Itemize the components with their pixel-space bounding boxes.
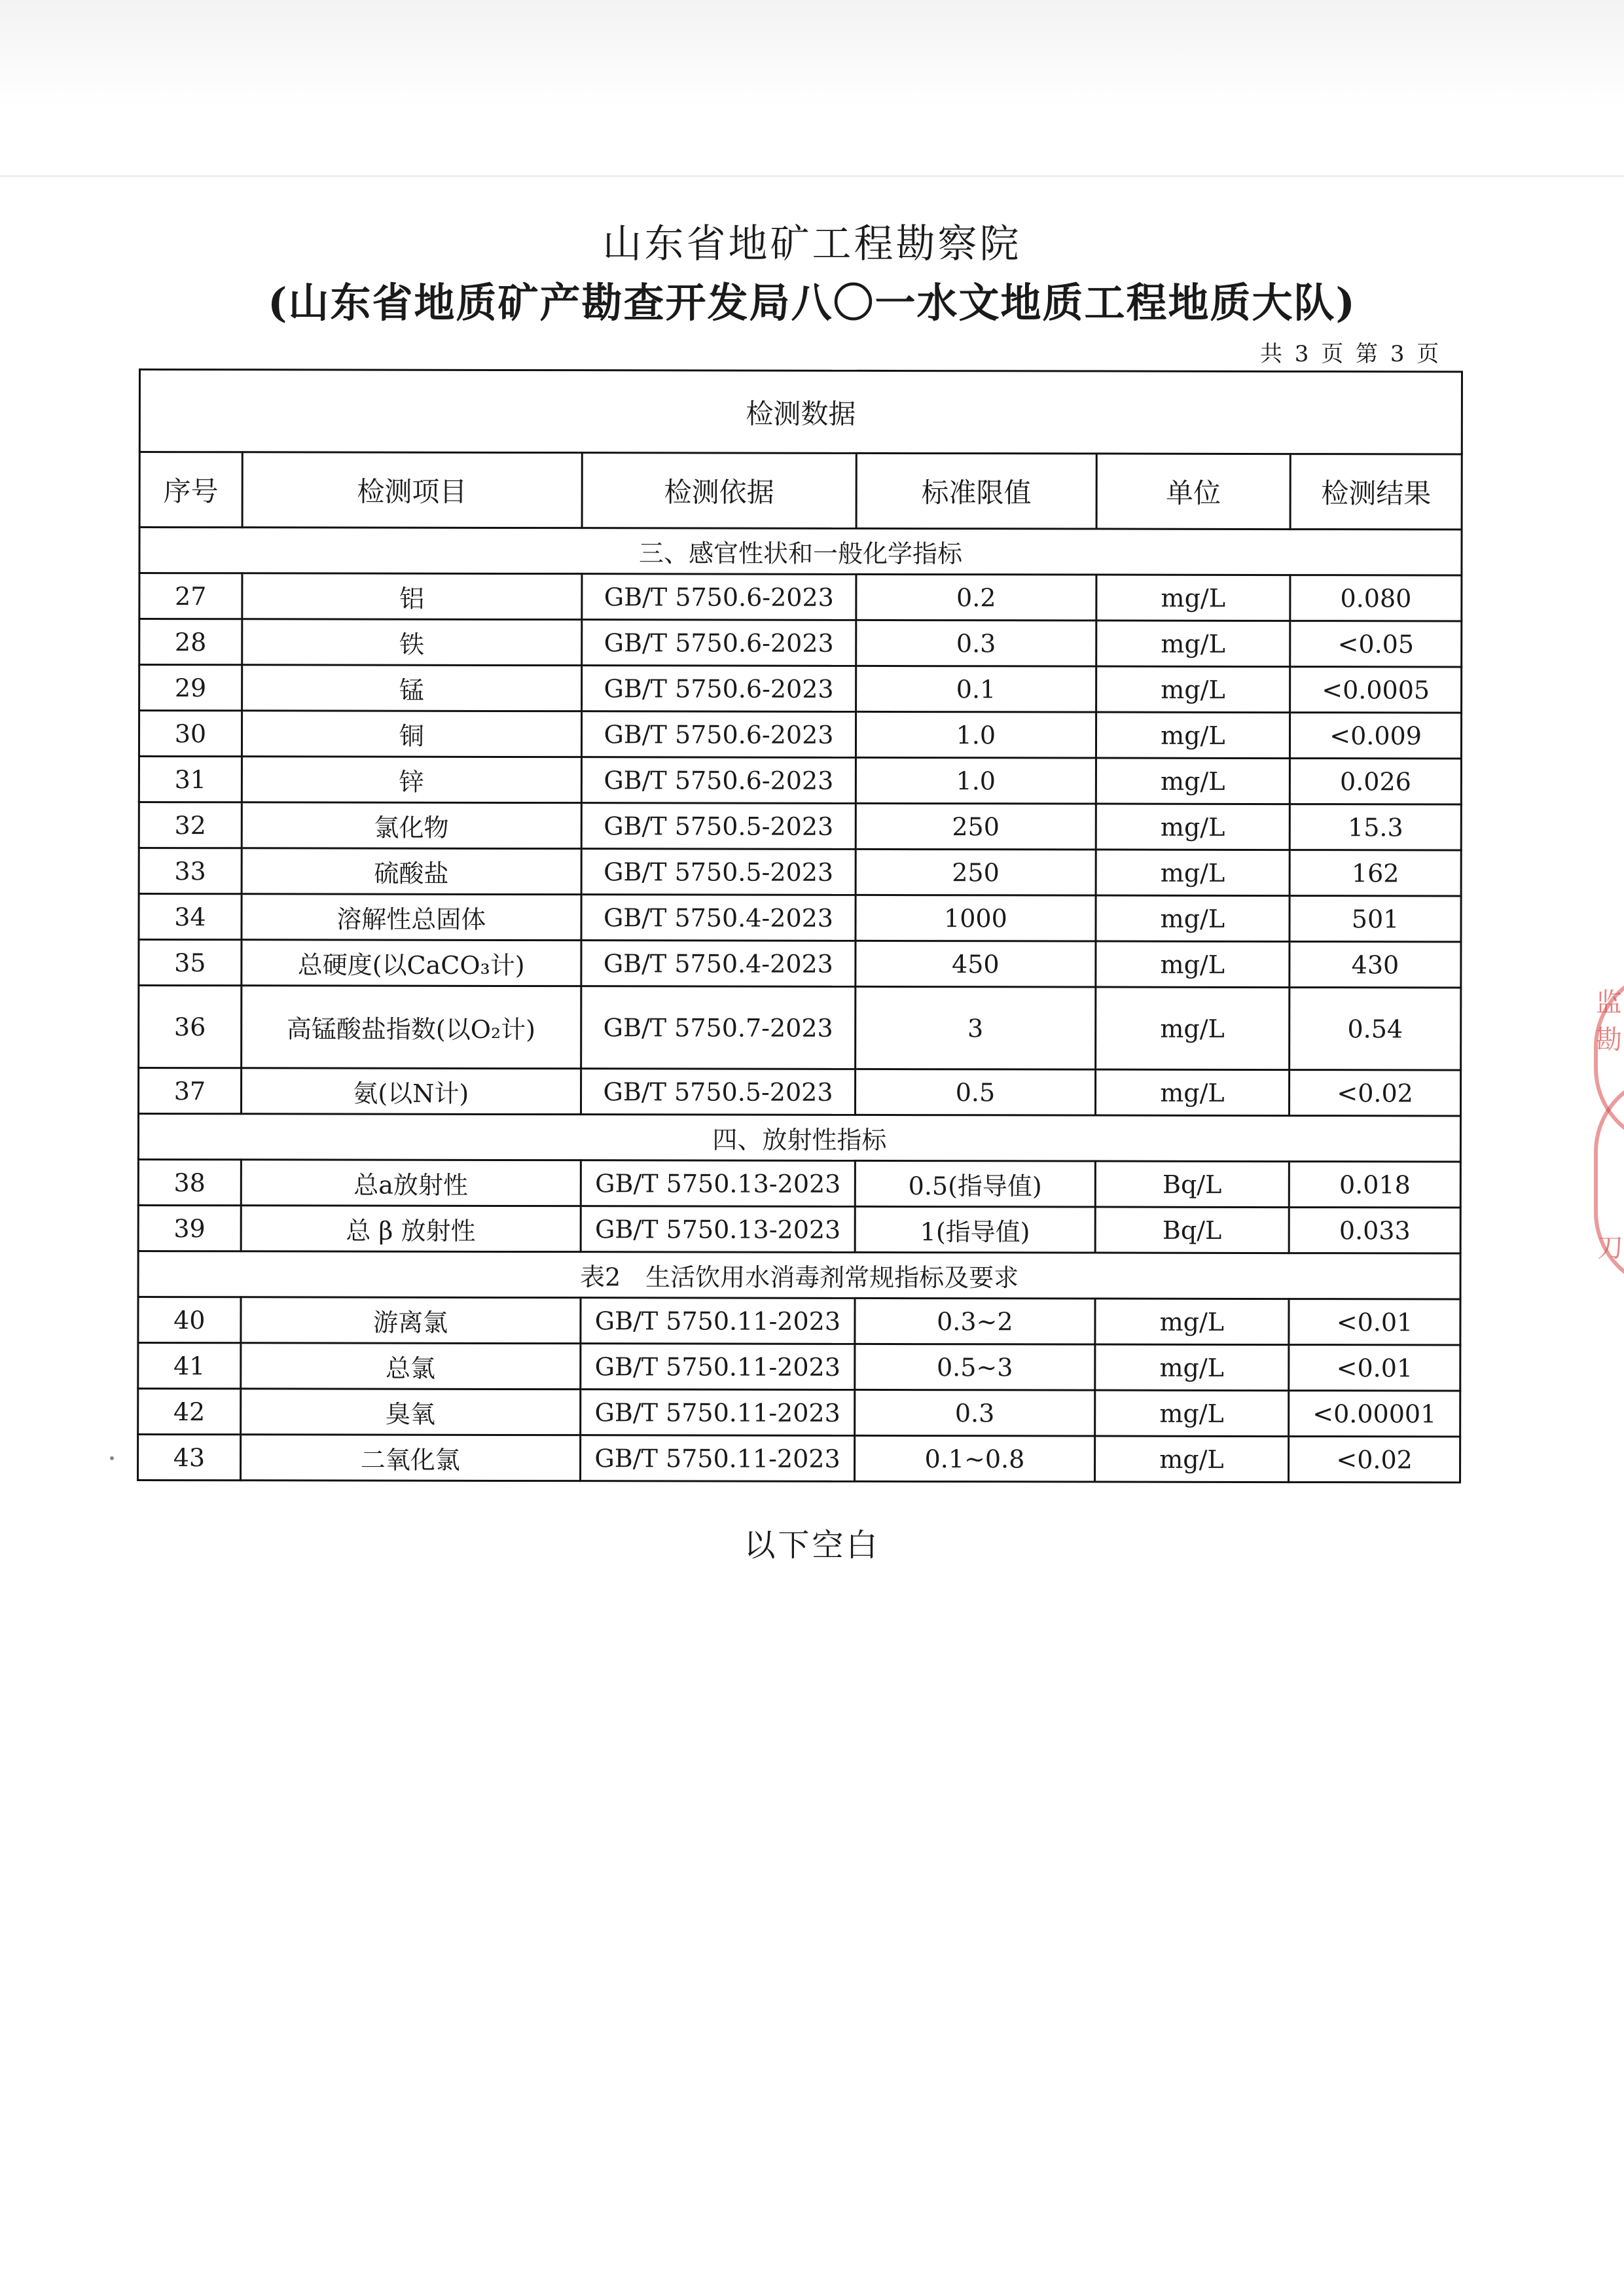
scan-shadow [0,0,1624,177]
row-basis: GB/T 5750.6-2023 [581,757,856,804]
row-basis: GB/T 5750.6-2023 [582,574,857,620]
row-item: 总硬度(以CaCO₃计) [242,940,581,986]
row-no: 28 [139,619,242,665]
blank-below-note: 以下空白 [744,1527,880,1564]
section-header-row [139,528,1462,576]
row-unit: mg/L [1096,850,1290,896]
stamp-text-bottom: 刀 [1597,1233,1623,1263]
row-limit: 1.0 [856,757,1096,804]
row-basis: GB/T 5750.13-2023 [581,1160,856,1207]
table-row [139,573,1462,622]
table-row [139,665,1462,713]
row-result: <0.02 [1290,1070,1461,1116]
col-header-basis: 检测依据 [582,453,857,529]
table-row [139,619,1462,668]
row-limit: 250 [856,803,1096,850]
table-row [139,940,1461,988]
row-basis: GB/T 5750.6-2023 [581,711,856,758]
table-row [138,1389,1460,1437]
row-basis: GB/T 5750.11-2023 [580,1435,855,1482]
row-result: 0.026 [1290,759,1461,804]
row-limit: 1.0 [856,711,1096,758]
row-unit: mg/L [1095,1069,1290,1116]
row-basis: GB/T 5750.11-2023 [580,1390,855,1436]
table-row [138,1297,1460,1346]
scan-edge-line [0,175,1624,177]
row-result: 162 [1290,850,1461,896]
table-row [139,711,1461,759]
row-unit: mg/L [1096,575,1290,621]
row-item: 总氯 [241,1343,581,1390]
row-item: 游离氯 [241,1297,581,1344]
row-unit: mg/L [1094,1390,1289,1437]
row-item: 总a放射性 [241,1160,581,1206]
row-no: 32 [139,802,242,848]
row-result: 0.018 [1289,1162,1460,1208]
row-unit: mg/L [1096,620,1290,667]
row-unit: mg/L [1096,758,1290,804]
row-item: 氯化物 [242,802,581,849]
row-no: 35 [139,940,242,986]
row-no: 29 [139,665,242,711]
row-result: <0.009 [1290,713,1462,759]
row-unit: mg/L [1096,895,1290,942]
row-item: 铝 [242,573,582,620]
section-title: 四、放射性指标 [138,1114,1460,1162]
row-result: <0.02 [1289,1437,1460,1482]
row-limit: 250 [856,849,1096,895]
row-no: 37 [139,1068,242,1114]
row-item: 溶解性总固体 [242,894,581,941]
row-item: 硫酸盐 [242,848,581,895]
stamp-text-top: 监勘 [1596,988,1622,1055]
row-no: 41 [138,1343,241,1389]
row-result: 430 [1290,942,1461,988]
row-limit: 0.5 [856,1069,1096,1115]
row-limit: 0.5(指导值) [855,1160,1095,1207]
row-no: 36 [139,986,242,1068]
row-no: 42 [138,1389,241,1435]
row-result: <0.01 [1289,1345,1460,1391]
section-header-row [138,1114,1460,1162]
row-result: 0.080 [1290,575,1462,621]
page-info: 共 3 页 第 3 页 [1260,341,1442,367]
row-limit: 0.3~2 [855,1298,1095,1344]
row-result: <0.01 [1289,1299,1460,1345]
col-header-limit: 标准限值 [856,453,1096,529]
scan-speck [110,1456,114,1460]
row-no: 40 [138,1297,241,1343]
section-title: 表2 生活饮用水消毒剂常规指标及要求 [138,1251,1460,1300]
row-no: 27 [139,573,242,619]
row-item: 锰 [242,665,581,711]
row-item: 铜 [242,711,581,757]
row-result: <0.00001 [1289,1391,1460,1437]
row-limit: 0.2 [856,574,1096,620]
row-limit: 0.3 [855,1390,1095,1436]
row-unit: mg/L [1096,804,1290,850]
column-header-row [139,452,1462,530]
row-item: 锌 [242,757,581,803]
table-row [139,802,1461,851]
row-item: 氨(以N计) [241,1068,581,1115]
row-basis: GB/T 5750.4-2023 [581,941,856,987]
row-basis: GB/T 5750.13-2023 [581,1206,856,1253]
row-no: 30 [139,711,242,757]
test-data-table [137,368,1463,1484]
col-header-unit: 单位 [1096,454,1291,529]
row-result: 0.033 [1289,1208,1460,1253]
table-row [139,757,1461,805]
org-title: 山东省地矿工程勘察院 [602,221,1022,267]
row-unit: mg/L [1094,1436,1289,1482]
row-item: 总 β 放射性 [241,1206,581,1252]
row-no: 31 [139,757,242,802]
row-basis: GB/T 5750.5-2023 [581,849,856,895]
row-limit: 450 [856,941,1096,987]
col-header-item: 检测项目 [242,452,582,528]
org-subtitle: (山东省地质矿产勘查开发局八〇一水文地质工程地质大队) [268,279,1356,327]
row-basis: GB/T 5750.7-2023 [581,986,856,1069]
row-no: 43 [138,1435,241,1480]
row-unit: Bq/L [1095,1161,1290,1208]
row-limit: 0.3 [856,620,1096,666]
table-row [138,1206,1460,1254]
table-row [138,1343,1460,1391]
row-limit: 0.1 [856,666,1096,712]
table-main-header: 检测数据 [139,370,1462,455]
row-limit: 1000 [856,895,1096,941]
row-unit: mg/L [1096,712,1290,759]
row-item: 臭氧 [240,1389,580,1435]
row-limit: 3 [856,986,1096,1069]
row-no: 39 [138,1206,241,1251]
row-item: 高锰酸盐指数(以O₂计) [241,986,581,1069]
row-result: <0.05 [1290,621,1462,667]
row-basis: GB/T 5750.5-2023 [581,803,856,850]
row-item: 二氧化氯 [240,1435,580,1481]
row-basis: GB/T 5750.4-2023 [581,895,856,941]
table-row [139,894,1461,942]
row-unit: mg/L [1095,987,1290,1070]
row-unit: mg/L [1095,941,1290,988]
col-header-result: 检测结果 [1290,454,1462,529]
row-unit: mg/L [1094,1344,1289,1391]
table-row [139,1068,1461,1117]
row-limit: 1(指导值) [855,1206,1095,1253]
row-result: 15.3 [1290,804,1461,850]
table-row [138,1160,1460,1208]
section-header-row [138,1251,1460,1300]
row-limit: 0.5~3 [855,1344,1095,1390]
row-unit: mg/L [1095,1299,1290,1345]
row-basis: GB/T 5750.6-2023 [581,666,856,712]
table-row [138,1435,1460,1483]
row-no: 34 [139,894,242,940]
row-item: 铁 [242,619,581,666]
row-basis: GB/T 5750.6-2023 [581,620,856,666]
table-row [139,986,1461,1071]
row-limit: 0.1~0.8 [855,1435,1095,1482]
row-no: 33 [139,848,242,894]
col-header-no: 序号 [139,452,242,528]
row-no: 38 [138,1160,241,1206]
row-unit: Bq/L [1095,1207,1290,1253]
row-result: 0.54 [1290,988,1461,1070]
row-basis: GB/T 5750.11-2023 [581,1298,856,1344]
section-title: 三、感官性状和一般化学指标 [139,528,1462,576]
row-unit: mg/L [1096,666,1290,713]
row-basis: GB/T 5750.5-2023 [581,1069,856,1115]
row-basis: GB/T 5750.11-2023 [581,1344,856,1390]
row-result: <0.0005 [1290,667,1462,713]
row-result: 501 [1290,896,1461,942]
table-row [139,848,1461,897]
